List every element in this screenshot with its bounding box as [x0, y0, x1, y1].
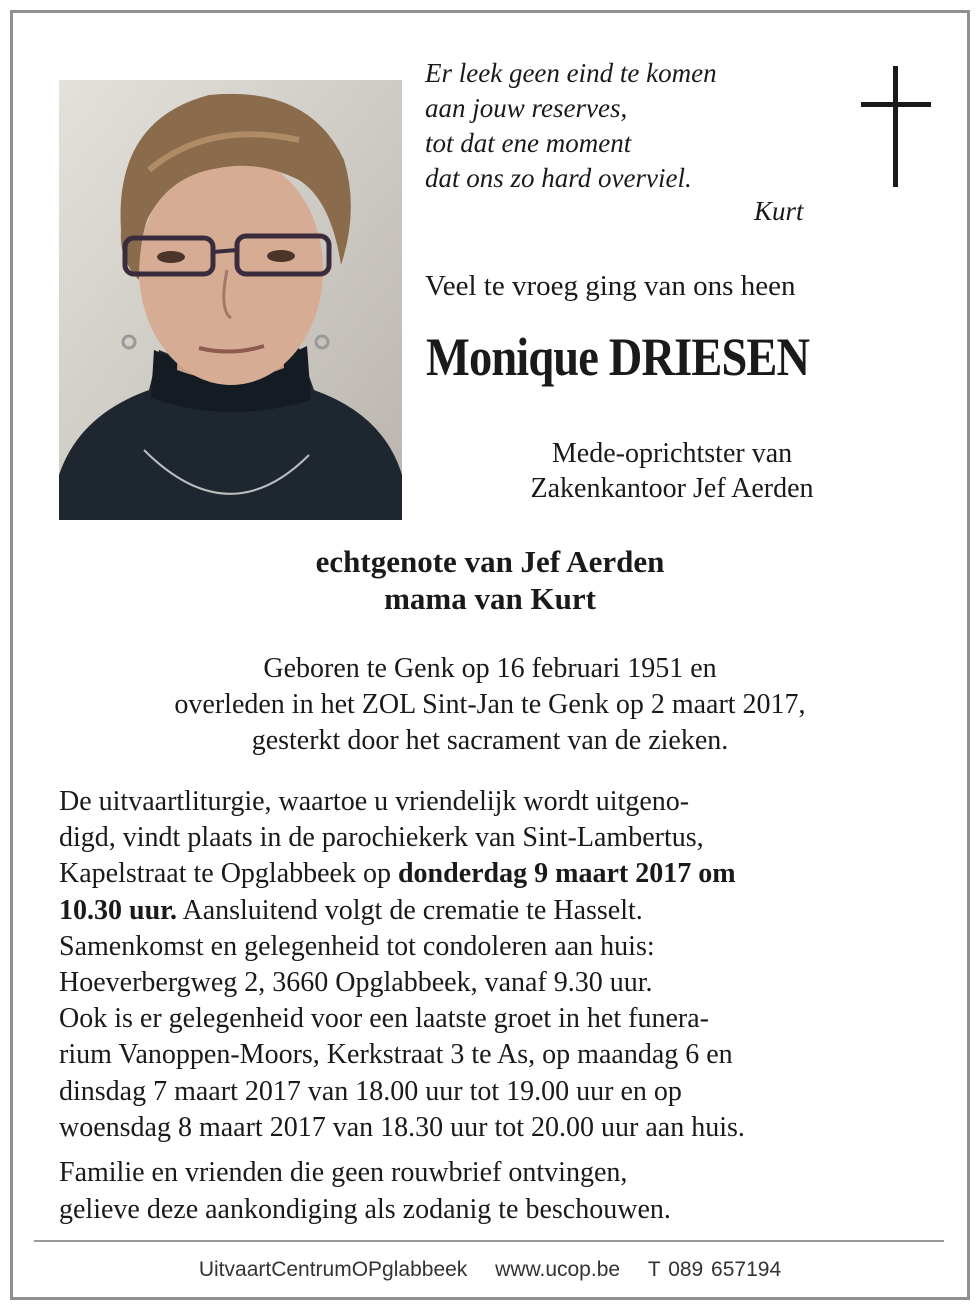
role-line: Zakenkantoor Jef Aerden [530, 473, 814, 504]
role-text [440, 436, 904, 506]
family-notice [59, 1155, 919, 1228]
funeral-line: woensdag 8 maart 2017 van 18.30 uur tot 20.00 uur aan huis. [59, 1111, 745, 1143]
funeral-time-bold: 10.30 uur. [59, 894, 178, 926]
footer [0, 1258, 980, 1282]
funeral-line: dinsdag 7 maart 2017 van 18.00 uur tot 19.00 uur en op [59, 1075, 682, 1107]
poem-line: tot dat ene moment [425, 128, 632, 158]
funeral-line: Hoeverbergweg 2, 3660 Opglabbeek, vanaf 9.30 uur. [59, 967, 653, 999]
funeral-line [59, 893, 919, 929]
poem-signature: Kurt [754, 196, 804, 226]
poem-line: Er leek geen eind te komen [425, 58, 717, 88]
birth-death-info [0, 651, 980, 759]
family-line: gelieve deze aankondiging als zodanig te beschouwen. [59, 1193, 671, 1225]
relation-line: mama van Kurt [384, 581, 596, 616]
funeral-line: Ook is er gelegenheid voor een laatste groet in het funera- [59, 1003, 709, 1035]
funeral-text: Kapelstraat te Opglabbeek op [59, 858, 398, 890]
poem-line: dat ons zo hard overviel. [425, 163, 692, 193]
funeral-line: De uitvaartliturgie, waartoe u vriendelijk wordt uitgeno- [59, 786, 690, 817]
birth-line: overleden in het ZOL Sint-Jan te Genk op 2 maart 2017, [174, 689, 806, 720]
portrait-photo [59, 80, 402, 520]
role-line: Mede-oprichtster van [551, 438, 793, 469]
footer-company: UitvaartCentrumOPglabbeek [198, 1258, 468, 1281]
footer-phone: T 089 657194 [647, 1258, 782, 1281]
family-line: Familie en vrienden die geen rouwbrief ontvingen, [59, 1157, 628, 1188]
relation-line: echtgenote van Jef Aerden [315, 544, 665, 579]
funeral-date-bold: donderdag 9 maart 2017 om [397, 858, 736, 890]
funeral-info [59, 784, 919, 1146]
funeral-text: Aansluitend volgt de crematie te Hasselt. [177, 894, 643, 926]
poem [425, 56, 717, 196]
birth-line: Geboren te Genk op 16 februari 1951 en [263, 653, 717, 684]
footer-divider [34, 1240, 944, 1242]
funeral-line: digd, vindt plaats in de parochiekerk van Sint-Lambertus, [59, 822, 704, 854]
deceased-name: Monique DRIESEN [426, 327, 810, 387]
funeral-line: rium Vanoppen-Moors, Kerkstraat 3 te As, op maandag 6 en [59, 1039, 733, 1071]
birth-line: gesterkt door het sacrament van de zieken. [251, 725, 729, 756]
intro-text: Veel te vroeg ging van ons heen [425, 270, 796, 302]
relations [0, 543, 980, 617]
funeral-line: Samenkomst en gelegenheid tot condoleren aan huis: [59, 930, 655, 962]
footer-website[interactable]: www.ucop.be [495, 1258, 621, 1281]
funeral-line [59, 856, 919, 892]
poem-line: aan jouw reserves, [425, 93, 628, 123]
